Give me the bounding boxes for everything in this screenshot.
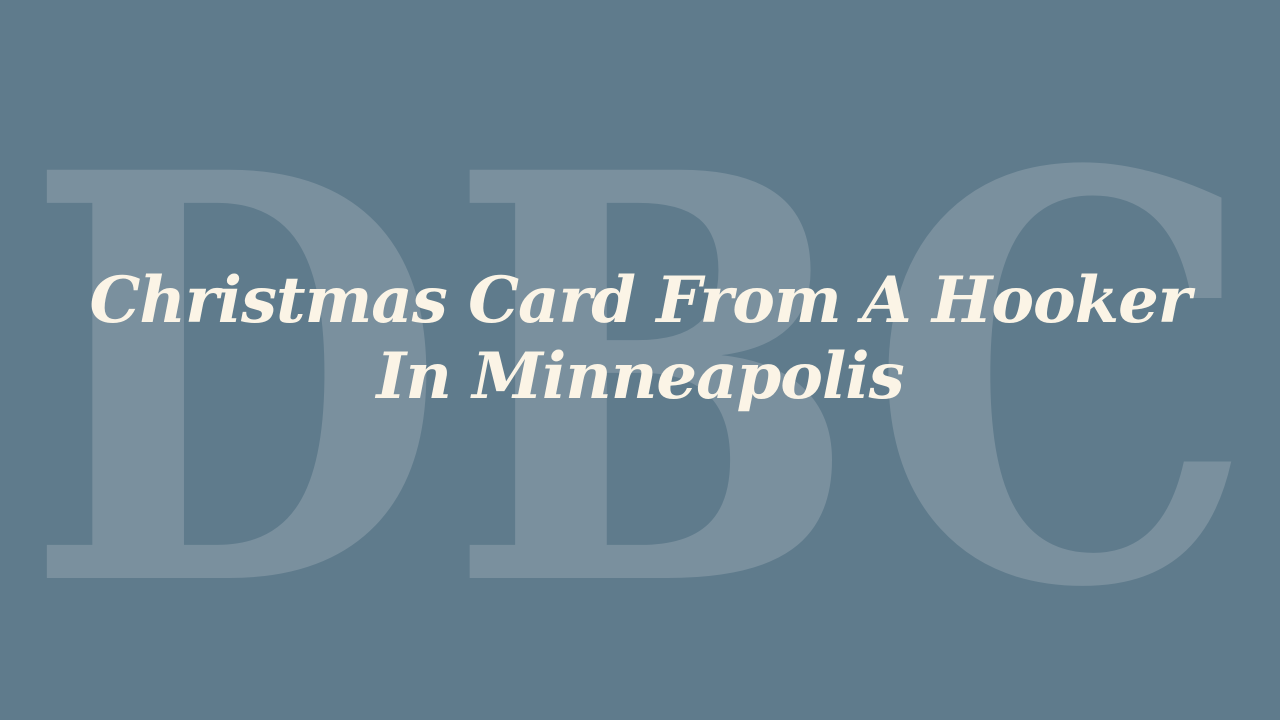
dbc-watermark-text: DBC bbox=[24, 96, 1256, 616]
page-title: Christmas Card From A Hooker In Minneapolis bbox=[89, 263, 1191, 414]
title-container bbox=[0, 254, 1280, 424]
